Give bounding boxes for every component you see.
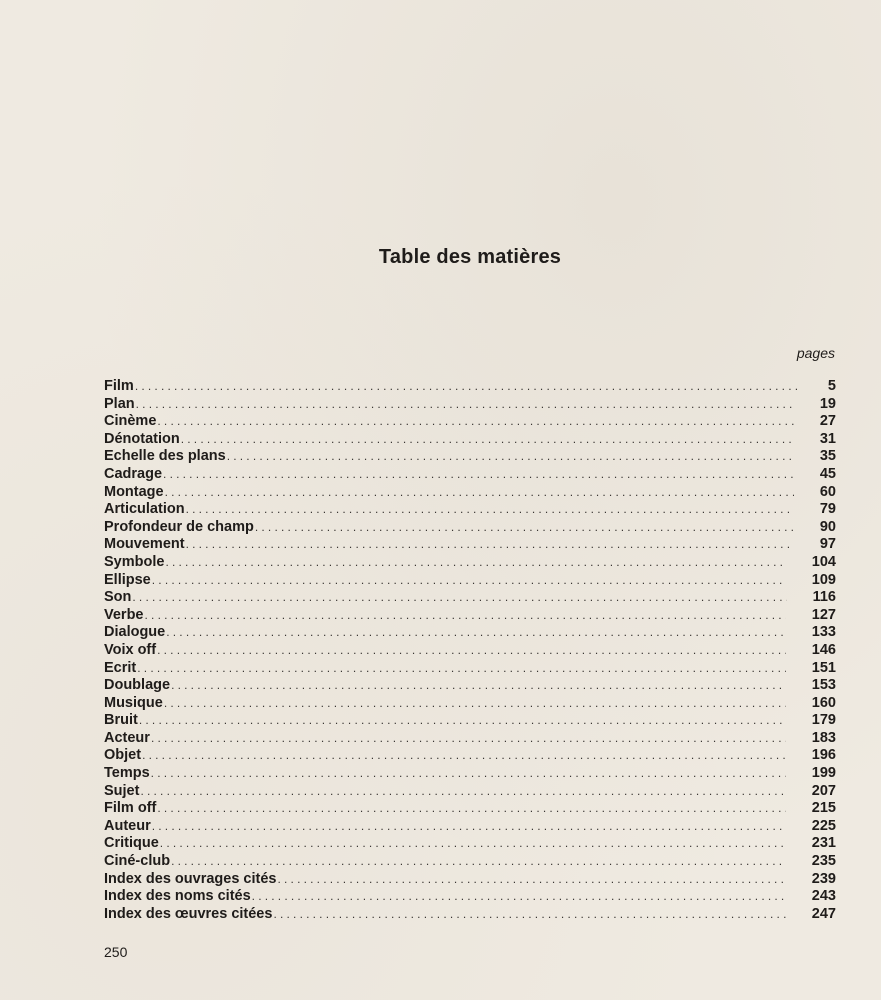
toc-entry bbox=[104, 396, 836, 414]
toc-entry bbox=[104, 536, 836, 554]
dot-leader bbox=[136, 396, 794, 414]
toc-entry-label: Mouvement bbox=[104, 536, 185, 553]
toc-entry bbox=[104, 572, 836, 590]
toc-entry-label: Verbe bbox=[104, 606, 144, 623]
toc-entry bbox=[104, 906, 836, 924]
toc-entry-page: 215 bbox=[811, 800, 836, 817]
toc-entry bbox=[104, 871, 836, 889]
dot-leader bbox=[181, 431, 794, 449]
dot-leader bbox=[277, 871, 785, 889]
toc-entry-label: Ciné-club bbox=[104, 853, 171, 870]
toc-entry-label: Index des ouvrages cités bbox=[104, 870, 277, 887]
toc-entry-page: 225 bbox=[811, 817, 836, 834]
toc-entry-label: Echelle des plans bbox=[104, 448, 226, 465]
toc-entry bbox=[104, 501, 836, 519]
toc-entry-page: 231 bbox=[811, 835, 836, 852]
toc-entry-label: Index des œuvres citées bbox=[104, 905, 273, 922]
toc-entry-label: Montage bbox=[104, 483, 164, 500]
toc-entry bbox=[104, 642, 836, 660]
toc-entry-page: 247 bbox=[811, 905, 836, 922]
dot-leader bbox=[165, 554, 785, 572]
toc-entry-label: Cinème bbox=[104, 413, 157, 430]
table-of-contents bbox=[104, 378, 836, 923]
toc-entry-page: 19 bbox=[819, 395, 836, 412]
dot-leader bbox=[157, 800, 785, 818]
dot-leader bbox=[252, 888, 786, 906]
toc-entry-page: 196 bbox=[811, 747, 836, 764]
dot-leader bbox=[164, 695, 786, 713]
toc-entry-page: 104 bbox=[811, 553, 836, 570]
dot-leader bbox=[163, 466, 794, 484]
toc-entry-label: Plan bbox=[104, 395, 135, 412]
toc-entry bbox=[104, 378, 836, 396]
page-title: Table des matières bbox=[378, 246, 562, 268]
toc-entry-label: Ellipse bbox=[104, 571, 151, 588]
toc-entry-page: 179 bbox=[811, 712, 836, 729]
toc-entry bbox=[104, 765, 836, 783]
toc-entry-page: 199 bbox=[811, 765, 836, 782]
toc-entry-label: Dialogue bbox=[104, 624, 166, 641]
toc-entry-label: Articulation bbox=[104, 501, 185, 518]
toc-entry-label: Symbole bbox=[104, 553, 165, 570]
toc-entry-page: 127 bbox=[811, 606, 836, 623]
toc-entry-label: Temps bbox=[104, 765, 150, 782]
dot-leader bbox=[142, 747, 786, 765]
dot-leader bbox=[273, 906, 785, 924]
toc-entry-label: Film bbox=[104, 378, 134, 394]
dot-leader bbox=[137, 660, 786, 678]
pages-column-label: pages bbox=[796, 345, 835, 361]
dot-leader bbox=[135, 378, 802, 396]
toc-entry bbox=[104, 783, 836, 801]
dot-leader bbox=[186, 501, 794, 519]
toc-entry-page: 45 bbox=[819, 465, 836, 482]
toc-entry-page: 183 bbox=[811, 729, 836, 746]
toc-entry-label: Cadrage bbox=[104, 465, 163, 482]
toc-entry-label: Voix off bbox=[104, 641, 157, 658]
dot-leader bbox=[145, 607, 786, 625]
toc-entry-page: 160 bbox=[811, 694, 836, 711]
toc-entry-label: Acteur bbox=[104, 729, 150, 746]
toc-entry-page: 239 bbox=[811, 870, 836, 887]
toc-entry-page: 79 bbox=[819, 501, 836, 518]
dot-leader bbox=[227, 448, 794, 466]
dot-leader bbox=[152, 572, 786, 590]
toc-entry bbox=[104, 695, 836, 713]
toc-entry-label: Objet bbox=[104, 747, 142, 764]
toc-entry bbox=[104, 660, 836, 678]
toc-entry bbox=[104, 589, 836, 607]
toc-entry bbox=[104, 448, 836, 466]
toc-entry bbox=[104, 484, 836, 502]
dot-leader bbox=[151, 730, 786, 748]
dot-leader bbox=[157, 642, 786, 660]
dot-leader bbox=[151, 765, 786, 783]
toc-entry bbox=[104, 835, 836, 853]
toc-entry-page: 31 bbox=[819, 430, 836, 447]
toc-entry-page: 5 bbox=[827, 378, 836, 394]
toc-entry bbox=[104, 800, 836, 818]
toc-entry-page: 151 bbox=[811, 659, 836, 676]
page-number: 250 bbox=[104, 944, 128, 960]
toc-entry-page: 60 bbox=[819, 483, 836, 500]
dot-leader bbox=[139, 712, 786, 730]
toc-entry-page: 90 bbox=[819, 518, 836, 535]
toc-entry-label: Son bbox=[104, 589, 132, 606]
dot-leader bbox=[140, 783, 785, 801]
toc-entry-label: Index des noms cités bbox=[104, 888, 251, 905]
toc-entry bbox=[104, 853, 836, 871]
toc-entry bbox=[104, 712, 836, 730]
dot-leader bbox=[255, 519, 794, 537]
toc-entry-label: Bruit bbox=[104, 712, 138, 729]
toc-entry bbox=[104, 677, 836, 695]
toc-entry bbox=[104, 607, 836, 625]
toc-entry-label: Critique bbox=[104, 835, 159, 852]
toc-entry-label: Sujet bbox=[104, 782, 140, 799]
dot-leader bbox=[160, 835, 786, 853]
toc-entry-page: 35 bbox=[819, 448, 836, 465]
toc-entry-label: Profondeur de champ bbox=[104, 518, 254, 535]
toc-entry-page: 97 bbox=[819, 536, 836, 553]
toc-entry-label: Doublage bbox=[104, 677, 171, 694]
toc-entry bbox=[104, 413, 836, 431]
toc-entry-label: Auteur bbox=[104, 817, 151, 834]
toc-entry bbox=[104, 519, 836, 537]
toc-entry-page: 146 bbox=[811, 641, 836, 658]
toc-entry bbox=[104, 554, 836, 572]
toc-entry-page: 116 bbox=[812, 589, 836, 606]
dot-leader bbox=[152, 818, 786, 836]
toc-entry-label: Musique bbox=[104, 694, 163, 711]
dot-leader bbox=[157, 413, 793, 431]
toc-entry bbox=[104, 747, 836, 765]
toc-entry-page: 207 bbox=[811, 782, 836, 799]
dot-leader bbox=[166, 624, 786, 642]
toc-entry bbox=[104, 624, 836, 642]
toc-entry-page: 153 bbox=[811, 677, 836, 694]
toc-entry-page: 133 bbox=[811, 624, 836, 641]
toc-entry bbox=[104, 818, 836, 836]
dot-leader bbox=[165, 484, 794, 502]
toc-entry-label: Dénotation bbox=[104, 430, 180, 447]
dot-leader bbox=[132, 589, 786, 607]
dot-leader bbox=[186, 536, 794, 554]
toc-entry-page: 109 bbox=[811, 571, 836, 588]
toc-entry bbox=[104, 888, 836, 906]
toc-entry bbox=[104, 466, 836, 484]
toc-entry-page: 235 bbox=[811, 853, 836, 870]
toc-entry-page: 27 bbox=[819, 413, 836, 430]
dot-leader bbox=[171, 677, 786, 695]
toc-entry-label: Film off bbox=[104, 800, 157, 817]
toc-entry-page: 243 bbox=[811, 888, 836, 905]
toc-entry-label: Ecrit bbox=[104, 659, 137, 676]
dot-leader bbox=[171, 853, 786, 871]
toc-entry bbox=[104, 431, 836, 449]
toc-entry bbox=[104, 730, 836, 748]
